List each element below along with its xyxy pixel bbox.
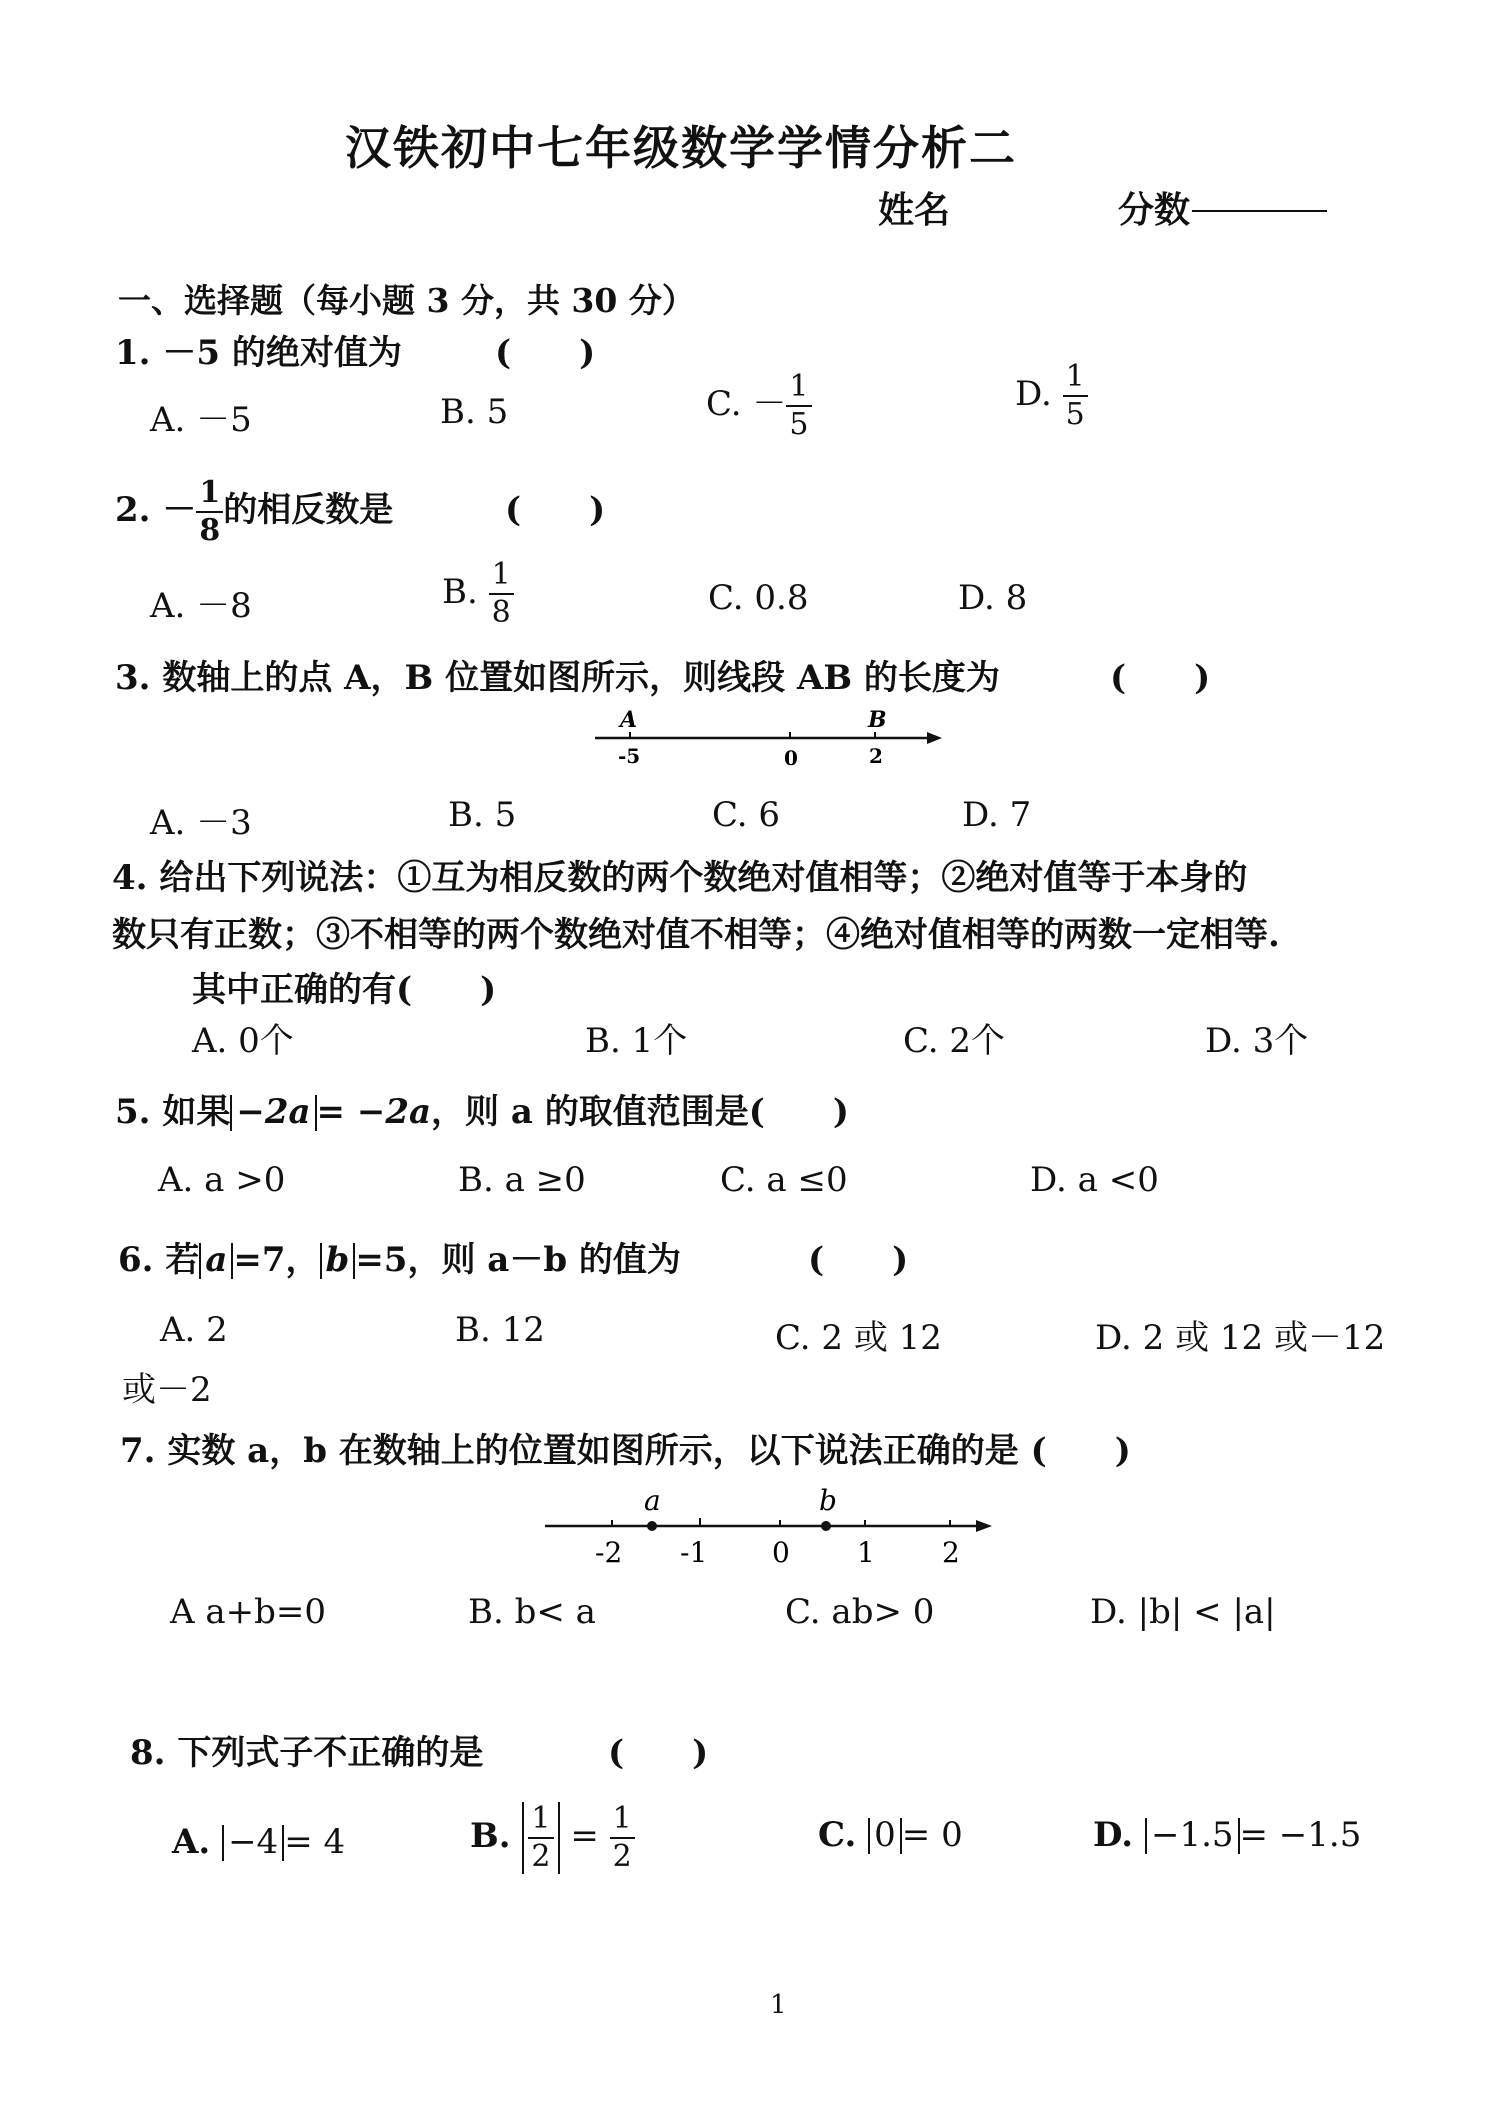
question-8-option-a-rhs: = 4: [284, 1822, 346, 1862]
question-3-axis-arrow: [927, 732, 942, 744]
question-5-rhs: = −2a: [316, 1092, 432, 1132]
question-7-option-c: C. ab> 0: [785, 1592, 935, 1632]
question-8-answer-blank: ( ): [608, 1733, 709, 1773]
question-6-absolute-b: b: [320, 1243, 356, 1279]
question-4-option-d: D. 3个: [1205, 1021, 1309, 1061]
question-2-stem-numerator: 1: [196, 478, 223, 513]
question-5-stem: [115, 1084, 849, 1133]
question-5-option-c: C. a ≤0: [720, 1160, 848, 1200]
section-heading: 一、选择题（每小题 3 分，共 30 分）: [118, 281, 695, 320]
question-6-stem: [118, 1232, 681, 1281]
question-8-option-b: B. $\frac{1}{2}$ = $\frac{1}{2}$: [470, 1802, 635, 1874]
question-2-stem-prefix: 2. －: [115, 490, 197, 530]
question-6-stem-prefix: 6. 若: [118, 1240, 200, 1280]
question-7-label-b: b: [819, 1484, 837, 1517]
score-label: 分数: [1118, 189, 1191, 231]
question-7-option-a: A a+b=0: [170, 1592, 327, 1632]
question-1-option-d-prefix: D.: [1015, 374, 1052, 414]
question-5-absolute-value: −2a: [230, 1095, 316, 1131]
page-title: 汉铁初中七年级数学学情分析二: [345, 121, 1017, 175]
question-4-line-3: 其中正确的有( ): [192, 970, 497, 1010]
question-8-option-c-abs: 0: [868, 1818, 902, 1854]
question-7-number-line: [540, 1480, 1000, 1570]
question-7-tick-label-2: 2: [942, 1536, 960, 1569]
question-8-option-c: [818, 1815, 963, 1855]
question-7-label-a: a: [644, 1484, 661, 1517]
question-8-option-d-rhs: = −1.5: [1239, 1815, 1362, 1855]
question-6-stem-suffix: =5，则 a－b 的值为: [355, 1240, 681, 1280]
question-8-stem: 8. 下列式子不正确的是: [130, 1733, 484, 1773]
question-6-option-a: A. 2: [160, 1310, 228, 1350]
question-6-option-d-continued: 或－2: [122, 1370, 212, 1410]
question-3-tick-zero-label: 0: [784, 746, 798, 770]
question-7-tick-label-1: 1: [857, 1536, 875, 1569]
question-2-option-a: A. －8: [150, 586, 252, 626]
question-8-option-a: [172, 1822, 345, 1862]
question-3-answer-blank: ( ): [1110, 658, 1211, 698]
question-1-option-c: [706, 369, 812, 442]
question-7-tick-label-neg2: -2: [595, 1536, 623, 1569]
question-8-option-d-abs: −1.5: [1145, 1818, 1240, 1854]
question-3-number-line: [590, 705, 950, 775]
question-2-option-b-prefix: B.: [442, 572, 478, 612]
question-1-option-b: B. 5: [440, 392, 509, 432]
question-8-option-d: [1093, 1815, 1361, 1855]
question-8-option-c-rhs: = 0: [901, 1815, 963, 1855]
question-1-option-a: A. －5: [150, 400, 252, 440]
question-7-option-b: B. b< a: [468, 1592, 596, 1632]
question-1-option-d: [1015, 359, 1088, 432]
question-3-option-a: A. －3: [150, 803, 252, 843]
question-3-stem: 3. 数轴上的点 A，B 位置如图所示，则线段 AB 的长度为: [115, 658, 1000, 698]
score-blank-line: [1192, 210, 1327, 212]
question-5-option-d: D. a <0: [1030, 1160, 1159, 1200]
question-1-option-c-numerator: 1: [786, 372, 811, 407]
question-5-option-b: B. a ≥0: [458, 1160, 586, 1200]
question-2-stem-suffix: 的相反数是: [223, 490, 394, 530]
question-8-option-b-prefix: B.: [470, 1816, 511, 1856]
question-4-option-b: B. 1个: [585, 1021, 688, 1061]
question-4-option-c: C. 2个: [903, 1021, 1006, 1061]
question-2-stem: [115, 475, 394, 548]
question-8-option-c-prefix: C.: [818, 1815, 857, 1855]
question-1-option-d-numerator: 1: [1063, 362, 1088, 397]
question-1-option-c-prefix: C. －: [706, 384, 787, 424]
question-7-tick-label-0: 0: [772, 1536, 790, 1569]
question-5-stem-prefix: 5. 如果: [115, 1092, 231, 1132]
question-8-option-d-prefix: D.: [1093, 1815, 1134, 1855]
question-4-line-2: 数只有正数；③不相等的两个数绝对值不相等；④绝对值相等的两数一定相等.: [112, 915, 1280, 955]
question-6-answer-blank: ( ): [808, 1240, 909, 1280]
question-1-option-c-denominator: 5: [789, 407, 809, 442]
question-7-stem: 7. 实数 a，b 在数轴上的位置如图所示，以下说法正确的是 ( ): [120, 1431, 1131, 1471]
question-5-stem-suffix: ，则 a 的取值范围是( ): [431, 1092, 849, 1132]
question-1-stem: 1. －5 的绝对值为: [115, 333, 402, 373]
question-8-option-a-abs: −4: [222, 1825, 284, 1861]
question-4-line-1: 4. 给出下列说法：①互为相反数的两个数绝对值相等；②绝对值等于本身的: [112, 858, 1248, 898]
question-2-option-b-denominator: 8: [491, 595, 511, 630]
question-7-tick-label-neg1: -1: [680, 1536, 708, 1569]
question-3-tick-b-label: 2: [869, 744, 883, 768]
question-6-option-c: C. 2 或 12: [775, 1318, 942, 1358]
question-2-option-c: C. 0.8: [708, 578, 809, 618]
question-8-option-a-prefix: A.: [172, 1822, 211, 1862]
question-2-answer-blank: ( ): [505, 490, 606, 530]
question-6-option-b: B. 12: [455, 1310, 545, 1350]
question-5-option-a: A. a >0: [158, 1160, 286, 1200]
question-8-option-b-abs-numerator: 1: [528, 1804, 553, 1839]
question-2-stem-denominator: 8: [199, 513, 221, 548]
question-2-option-d: D. 8: [958, 578, 1028, 618]
question-7-point-b: [821, 1521, 831, 1531]
question-1-option-d-denominator: 5: [1065, 397, 1085, 432]
question-6-absolute-a: a: [199, 1243, 233, 1279]
question-4-option-a: A. 0个: [192, 1021, 294, 1061]
question-7-axis-arrow: [976, 1520, 992, 1532]
page-number: 1: [770, 1990, 787, 2020]
question-3-point-a-label: A: [620, 707, 638, 733]
question-7-option-d: D. |b| < |a|: [1090, 1592, 1276, 1632]
question-3-option-b: B. 5: [448, 795, 517, 835]
question-6-stem-mid: =7，: [233, 1240, 320, 1280]
question-1-answer-blank: ( ): [495, 333, 596, 373]
question-6-option-d: D. 2 或 12 或－12: [1095, 1318, 1386, 1358]
question-3-tick-a-label: -5: [618, 744, 641, 768]
question-8-option-b-abs-denominator: 2: [531, 1839, 551, 1874]
question-2-option-b: [442, 557, 514, 630]
question-8-option-b-rhs-denominator: 2: [612, 1839, 632, 1874]
question-3-option-c: C. 6: [712, 795, 781, 835]
name-label: 姓名: [878, 189, 951, 231]
question-7-point-a: [647, 1521, 657, 1531]
question-3-option-d: D. 7: [962, 795, 1032, 835]
question-3-point-b-label: B: [868, 707, 887, 733]
question-2-option-b-numerator: 1: [489, 560, 514, 595]
question-8-option-b-rhs-numerator: 1: [610, 1804, 635, 1839]
